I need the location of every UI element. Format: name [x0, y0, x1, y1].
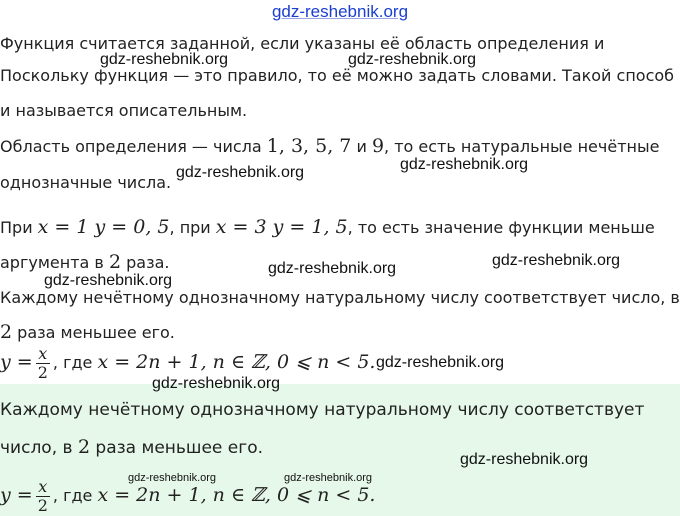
argument-number: 2: [108, 251, 122, 273]
half-number: 2: [0, 321, 13, 343]
watermark: gdz-reshebnik.org: [492, 252, 621, 269]
formula-rhs: x = 2n + 1, n ∈ ℤ, 0 ⩽ n < 5.: [97, 351, 376, 373]
watermark: gdz-reshebnik.org: [268, 260, 397, 277]
watermark: gdz-reshebnik.org: [284, 472, 373, 484]
answer-line-1: Каждому нечётному однозначному натуральному числу соответствует: [0, 400, 645, 420]
answer-formula-lhs: y =: [0, 484, 33, 506]
argument-text: аргумента в: [0, 253, 109, 272]
paragraph-4-line-2: [0, 321, 175, 343]
fraction-numerator: x: [38, 344, 48, 363]
answer-number: 2: [77, 436, 91, 458]
watermark: gdz-reshebnik.org: [400, 156, 529, 173]
domain-and: и: [351, 137, 372, 156]
answer-text: число, в: [0, 438, 78, 458]
example-pre: При: [0, 218, 38, 237]
paragraph-4-line-1: Каждому нечётному однозначному натуральному числу соответствует число, в: [0, 288, 680, 307]
watermark: gdz-reshebnik.org: [152, 375, 281, 392]
domain-numbers: 1, 3, 5, 7: [266, 135, 352, 157]
formula-where: , где: [52, 353, 98, 372]
site-link[interactable]: gdz-reshebnik.org: [271, 2, 409, 21]
answer-fraction-denominator: 2: [37, 496, 48, 515]
domain-nine: 9: [371, 135, 385, 157]
paragraph-3-line-1: [0, 216, 655, 238]
watermark: gdz-reshebnik.org: [128, 472, 217, 484]
domain-text: Область определения — числа: [0, 137, 267, 156]
half-text: раза меньшее его.: [12, 323, 175, 342]
watermark: gdz-reshebnik.org: [460, 451, 589, 468]
answer-formula-fraction: [36, 478, 50, 515]
formula-fraction: [36, 345, 50, 382]
answer-formula-where: , где: [52, 486, 98, 505]
domain-post: , то есть натуральные нечётные: [384, 137, 660, 156]
example-math-2: x = 3 y = 1, 5: [215, 216, 348, 238]
answer-box: [0, 384, 680, 516]
paragraph-2-line-2: однозначные числа.: [0, 173, 172, 192]
answer-line-2: [0, 436, 263, 458]
paragraph-2-line-1: [0, 135, 659, 157]
example-mid: , при: [169, 218, 216, 237]
answer-formula-rhs: x = 2n + 1, n ∈ ℤ, 0 ⩽ n < 5.: [97, 484, 376, 506]
paragraph-3-line-2: [0, 251, 169, 273]
answer-fraction-numerator: x: [38, 477, 48, 496]
watermark: gdz-reshebnik.org: [376, 354, 505, 371]
example-math-1: x = 1 y = 0, 5: [37, 216, 170, 238]
fraction-denominator: 2: [37, 363, 48, 382]
paragraph-1-line-3: и называется описательным.: [0, 101, 248, 120]
watermark: gdz-reshebnik.org: [44, 272, 173, 289]
example-post: , то есть значение функции меньше: [347, 218, 655, 237]
watermark: gdz-reshebnik.org: [100, 51, 229, 68]
answer-post: раза меньшее его.: [90, 438, 263, 458]
paragraph-1-line-1: Функция считается заданной, если указаны её область определения и: [0, 34, 605, 53]
paragraph-1-line-2: Поскольку функция — это правило, то её можно задать словами. Такой способ: [0, 66, 675, 85]
watermark: gdz-reshebnik.org: [348, 51, 477, 68]
argument-post: раза.: [121, 253, 170, 272]
watermark: gdz-reshebnik.org: [176, 164, 305, 181]
formula-lhs: y =: [0, 351, 33, 373]
